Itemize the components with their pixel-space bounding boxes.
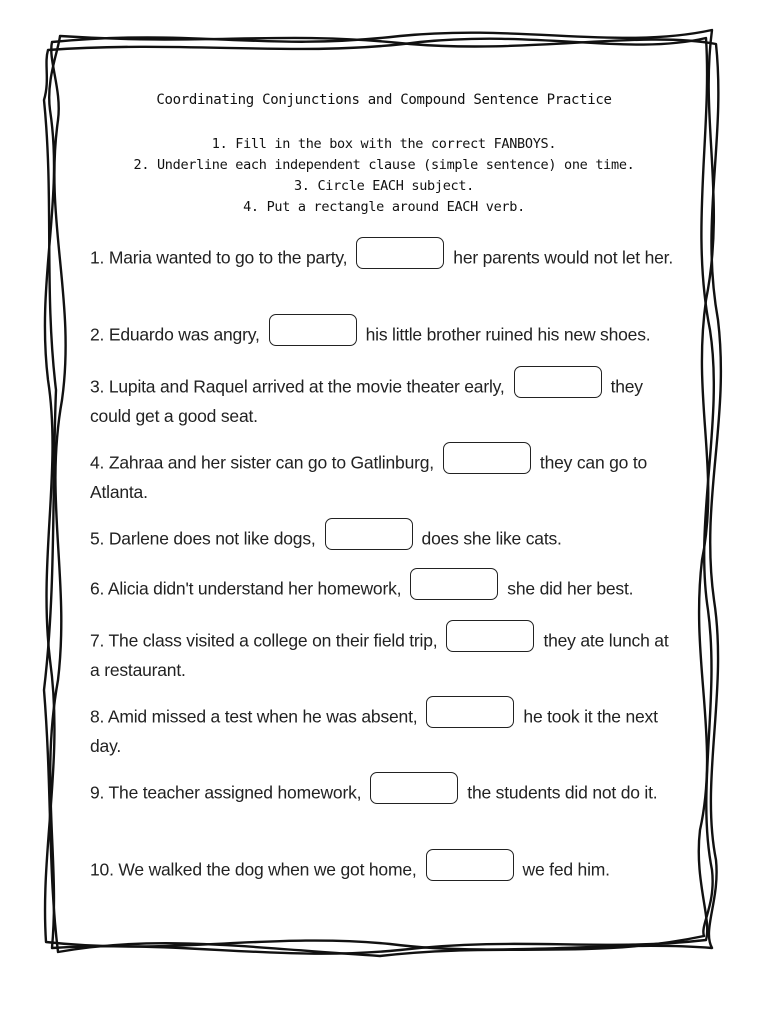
answer-box[interactable] <box>410 568 498 600</box>
answer-box[interactable] <box>443 442 531 474</box>
instruction-item: 3. Circle EACH subject. <box>293 178 475 194</box>
question-text-before: 4. Zahraa and her sister can go to Gatlinburg, <box>90 452 434 473</box>
answer-box[interactable] <box>325 518 413 550</box>
question-text-after: her parents would not let her. <box>453 247 673 268</box>
answer-box[interactable] <box>269 314 357 346</box>
question-text-before: 2. Eduardo was angry, <box>90 324 260 345</box>
instruction-item: 1. Fill in the box with the correct FANBOYS. <box>211 136 557 152</box>
question-6 <box>90 574 676 606</box>
question-3 <box>90 372 676 429</box>
question-text-after: his little brother ruined his new shoes. <box>365 324 651 345</box>
question-text-after: they ate lunch at a restaurant. <box>90 630 669 680</box>
question-10 <box>90 855 676 887</box>
question-text-before: 7. The class visited a college on their field trip, <box>90 630 438 651</box>
question-text-after: they can go to Atlanta. <box>90 452 648 502</box>
question-8 <box>90 702 676 759</box>
question-4 <box>90 448 676 505</box>
question-1 <box>90 243 676 275</box>
question-text-before: 6. Alicia didn't understand her homework, <box>90 578 402 599</box>
instruction-item: 2. Underline each independent clause (simple sentence) one time. <box>133 157 635 173</box>
question-text-after: he took it the next day. <box>90 706 658 756</box>
question-5 <box>90 524 676 556</box>
answer-box[interactable] <box>514 366 602 398</box>
question-text-before: 10. We walked the dog when we got home, <box>90 859 417 880</box>
question-text-before: 9. The teacher assigned homework, <box>90 782 362 803</box>
answer-box[interactable] <box>370 772 458 804</box>
question-text-before: 8. Amid missed a test when he was absent, <box>90 706 418 727</box>
answer-box[interactable] <box>356 237 444 269</box>
question-2 <box>90 320 676 352</box>
answer-box[interactable] <box>446 620 534 652</box>
answer-box[interactable] <box>426 696 514 728</box>
worksheet-title: Coordinating Conjunctions and Compound Sentence Practice <box>156 92 612 108</box>
instructions-list <box>0 134 768 218</box>
question-9 <box>90 778 676 810</box>
question-text-after: we fed him. <box>522 859 610 880</box>
instruction-item: 4. Put a rectangle around EACH verb. <box>243 199 525 215</box>
question-7 <box>90 626 676 683</box>
question-text-before: 3. Lupita and Raquel arrived at the movie theater early, <box>90 376 505 397</box>
question-text-after: does she like cats. <box>421 528 562 549</box>
answer-box[interactable] <box>426 849 514 881</box>
question-text-after: they could get a good seat. <box>90 376 643 426</box>
question-text-after: she did her best. <box>507 578 634 599</box>
question-text-after: the students did not do it. <box>467 782 658 803</box>
question-text-before: 5. Darlene does not like dogs, <box>90 528 316 549</box>
question-text-before: 1. Maria wanted to go to the party, <box>90 247 348 268</box>
